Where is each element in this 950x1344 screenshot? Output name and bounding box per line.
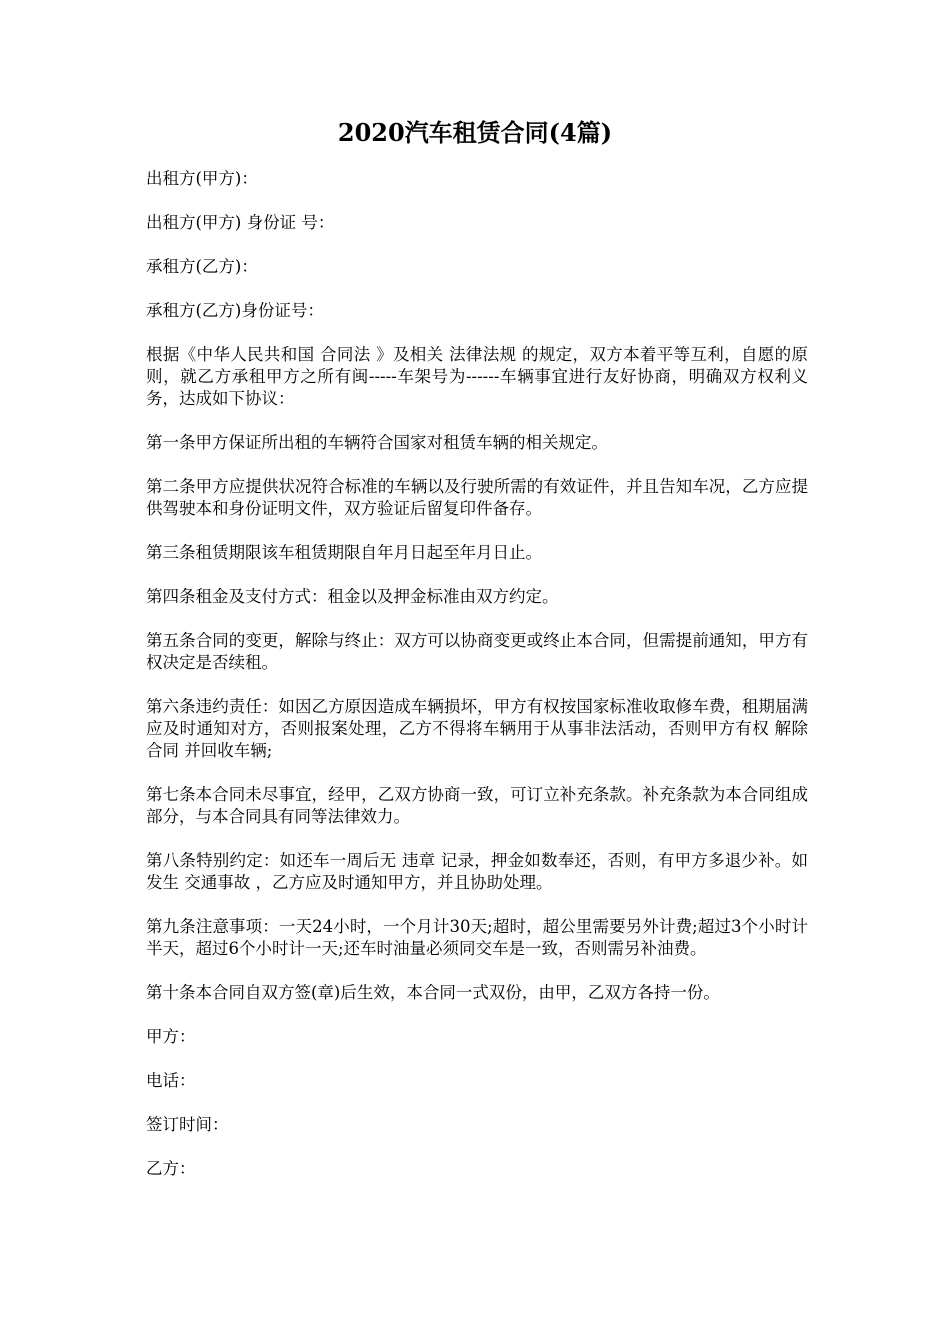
- article-9: 第九条注意事项：一天24小时，一个月计30天;超时，超公里需要另外计费;超过3个小时计半天，超过6个小时计一天;还车时油量必须同交车是一致，否则需另补油费。: [146, 917, 808, 958]
- lessee-line: 承租方(乙方)：: [146, 257, 258, 276]
- article-10: 第十条本合同自双方签(章)后生效，本合同一式双份，由甲，乙双方各持一份。: [146, 983, 720, 1002]
- article-6: 第六条违约责任：如因乙方原因造成车辆损坏，甲方有权按国家标准收取修车费，租期届满应及时通知对方，否则报案处理，乙方不得将车辆用于从事非法活动，否则甲方有权 解除合同 并回收车辆;: [146, 697, 808, 760]
- lessee-id-line: 承租方(乙方)身份证号：: [146, 301, 324, 320]
- preamble-paragraph: 根据《中华人民共和国 合同法 》及相关 法律法规 的规定，双方本着平等互利，自愿的原则，就乙方承租甲方之所有闽-----车架号为------车辆事宜进行友好协商，明确双方权利义务，达成如下协议：: [146, 345, 808, 408]
- article-7: 第七条本合同未尽事宜，经甲，乙双方协商一致，可订立补充条款。补充条款为本合同组成部分，与本合同具有同等法律效力。: [146, 785, 808, 826]
- lessor-id-line: 出租方(甲方) 身份证 号：: [146, 213, 335, 232]
- signing-date-line: 签订时间：: [146, 1115, 229, 1134]
- party-a-signature-line: 甲方：: [146, 1027, 196, 1046]
- article-3: 第三条租赁期限该车租赁期限自年月日起至年月日止。: [146, 543, 542, 562]
- phone-line: 电话：: [146, 1071, 196, 1090]
- document-body: [146, 168, 808, 1202]
- lessor-line: 出租方(甲方)：: [146, 169, 258, 188]
- article-1: 第一条甲方保证所出租的车辆符合国家对租赁车辆的相关规定。: [146, 433, 608, 452]
- document-title: 2020汽车租赁合同(4篇): [337, 118, 613, 147]
- article-2: 第二条甲方应提供状况符合标准的车辆以及行驶所需的有效证件，并且告知车况，乙方应提供驾驶本和身份证明文件，双方验证后留复印件备存。: [146, 477, 808, 518]
- article-5: 第五条合同的变更，解除与终止：双方可以协商变更或终止本合同，但需提前通知，甲方有权决定是否续租。: [146, 631, 808, 672]
- article-8: 第八条特别约定：如还车一周后无 违章 记录，押金如数奉还，否则，有甲方多退少补。如发生 交通事故 ，乙方应及时通知甲方，并且协助处理。: [146, 851, 808, 892]
- party-b-signature-line: 乙方：: [146, 1159, 196, 1178]
- article-4: 第四条租金及支付方式：租金以及押金标准由双方约定。: [146, 587, 559, 606]
